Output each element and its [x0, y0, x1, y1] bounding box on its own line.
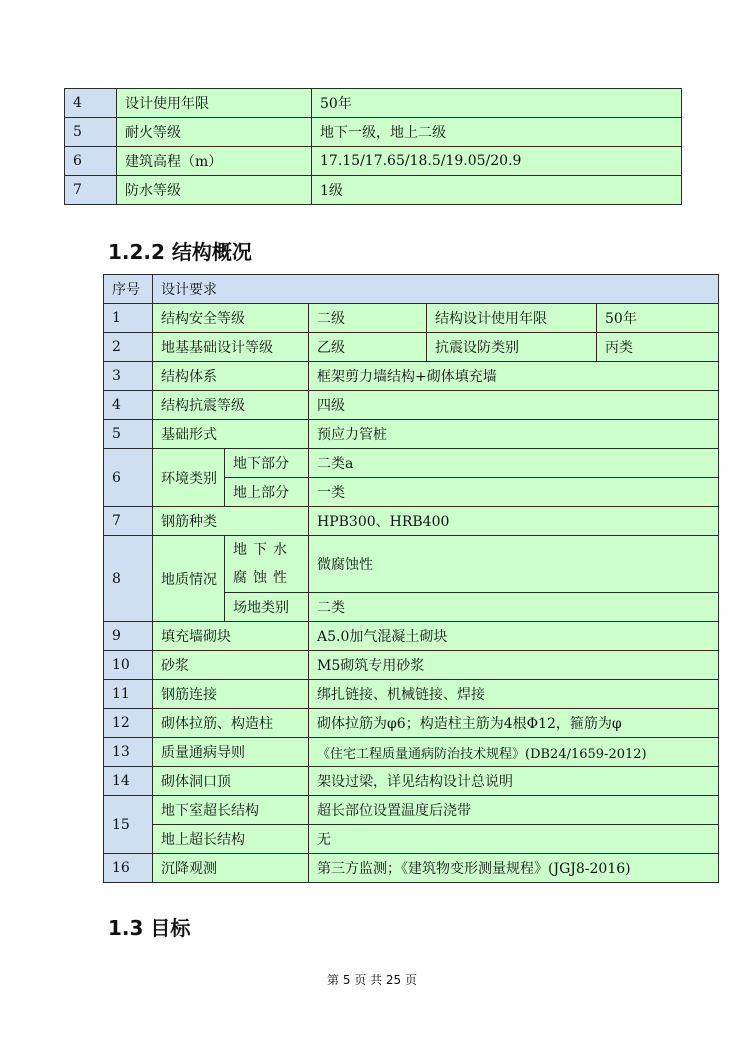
table-row: [65, 176, 682, 205]
page-footer: 第 5 页 共 25 页: [327, 973, 417, 987]
row-item: 环境类别: [153, 449, 225, 507]
row-value: 二类a: [309, 449, 719, 478]
row-number: 3: [104, 362, 153, 391]
table-row: [65, 89, 682, 118]
row-item: 砌体洞口顶: [153, 767, 309, 796]
row-item: 设计使用年限: [117, 89, 312, 118]
header-number: 序号: [104, 275, 153, 304]
table-row: [104, 333, 719, 362]
row-value: 绑扎链接、机械链接、焊接: [309, 680, 719, 709]
row-value: 二级: [309, 304, 427, 333]
row-value: M5砌筑专用砂浆: [309, 651, 719, 680]
table-row: [104, 304, 719, 333]
row-number: 7: [65, 176, 117, 205]
table-row: [104, 449, 719, 478]
table-row: [104, 507, 719, 536]
row-value: 二类: [309, 593, 719, 622]
row-value: 一类: [309, 478, 719, 507]
row-item: 地下室超长结构: [153, 796, 309, 825]
row-value: 架设过梁，详见结构设计总说明: [309, 767, 719, 796]
row-number: 5: [104, 420, 153, 449]
row-item: 质量通病导则: [153, 738, 309, 767]
row-value: 框架剪力墙结构+砌体填充墙: [309, 362, 719, 391]
row-item: 耐火等级: [117, 118, 312, 147]
row-item: 填充墙砌块: [153, 622, 309, 651]
row-value: 砌体拉筋为φ6；构造柱主筋为4根Φ12，箍筋为φ: [309, 709, 719, 738]
row-number: 13: [104, 738, 153, 767]
row-item: 结构安全等级: [153, 304, 309, 333]
row-item: 钢筋种类: [153, 507, 309, 536]
table-row: [104, 854, 719, 883]
section-heading-goals: 1.3 目标: [108, 916, 191, 940]
table-row: [104, 796, 719, 825]
table-row: [104, 767, 719, 796]
row-value: 超长部位设置温度后浇带: [309, 796, 719, 825]
table-row: [104, 738, 719, 767]
row-number: 14: [104, 767, 153, 796]
row-number: 4: [65, 89, 117, 118]
row-value: 50年: [312, 89, 682, 118]
section-heading-structure: 1.2.2 结构概况: [108, 240, 252, 264]
table-row: [104, 825, 719, 854]
table-row: [104, 651, 719, 680]
row-number: 6: [104, 449, 153, 507]
row-item: 基础形式: [153, 420, 309, 449]
row-value: 17.15/17.65/18.5/19.05/20.9: [312, 147, 682, 176]
row-item: 砌体拉筋、构造柱: [153, 709, 309, 738]
row-number: 11: [104, 680, 153, 709]
row-item: 地上超长结构: [153, 825, 309, 854]
row-number: 6: [65, 147, 117, 176]
row-value: HPB300、HRB400: [309, 507, 719, 536]
row-sub-item: 地下部分: [225, 449, 309, 478]
row-item: 地质情况: [153, 536, 225, 622]
table-row: [104, 391, 719, 420]
table-row: [104, 622, 719, 651]
structure-overview-table: [103, 274, 719, 883]
row-item-2: 结构设计使用年限: [427, 304, 597, 333]
row-value: 乙级: [309, 333, 427, 362]
row-item: 钢筋连接: [153, 680, 309, 709]
row-number: 15: [104, 796, 153, 854]
row-number: 1: [104, 304, 153, 333]
row-number: 9: [104, 622, 153, 651]
building-info-table: [64, 88, 682, 205]
row-value: 1级: [312, 176, 682, 205]
table-row: [104, 362, 719, 391]
row-number: 8: [104, 536, 153, 622]
table-row: [104, 680, 719, 709]
table-row: [104, 420, 719, 449]
table-row: [65, 147, 682, 176]
row-number: 5: [65, 118, 117, 147]
row-item: 地基基础设计等级: [153, 333, 309, 362]
row-number: 16: [104, 854, 153, 883]
table-header-row: [104, 275, 719, 304]
row-item: 结构体系: [153, 362, 309, 391]
row-value: 《住宅工程质量通病防治技术规程》(DB24/1659-2012): [309, 738, 719, 767]
row-item: 沉降观测: [153, 854, 309, 883]
row-item: 砂浆: [153, 651, 309, 680]
row-item: 防水等级: [117, 176, 312, 205]
row-value-2: 50年: [597, 304, 719, 333]
table-row: [65, 118, 682, 147]
row-sub-item: 地下水腐蚀性: [225, 536, 309, 593]
row-value: 微腐蚀性: [309, 536, 719, 593]
table-row: [104, 536, 719, 593]
row-number: 7: [104, 507, 153, 536]
row-number: 12: [104, 709, 153, 738]
row-value: 第三方监测；《建筑物变形测量规程》(JGJ8-2016): [309, 854, 719, 883]
table-row: [104, 709, 719, 738]
row-value: 四级: [309, 391, 719, 420]
row-sub-item: 地上部分: [225, 478, 309, 507]
row-number: 4: [104, 391, 153, 420]
row-number: 2: [104, 333, 153, 362]
row-sub-item: 场地类别: [225, 593, 309, 622]
row-value: 无: [309, 825, 719, 854]
header-requirement: 设计要求: [153, 275, 719, 304]
row-value-2: 丙类: [597, 333, 719, 362]
row-value: 预应力管桩: [309, 420, 719, 449]
row-item: 建筑高程（m）: [117, 147, 312, 176]
row-item-2: 抗震设防类别: [427, 333, 597, 362]
row-item: 结构抗震等级: [153, 391, 309, 420]
row-number: 10: [104, 651, 153, 680]
row-value: A5.0加气混凝土砌块: [309, 622, 719, 651]
row-value: 地下一级，地上二级: [312, 118, 682, 147]
